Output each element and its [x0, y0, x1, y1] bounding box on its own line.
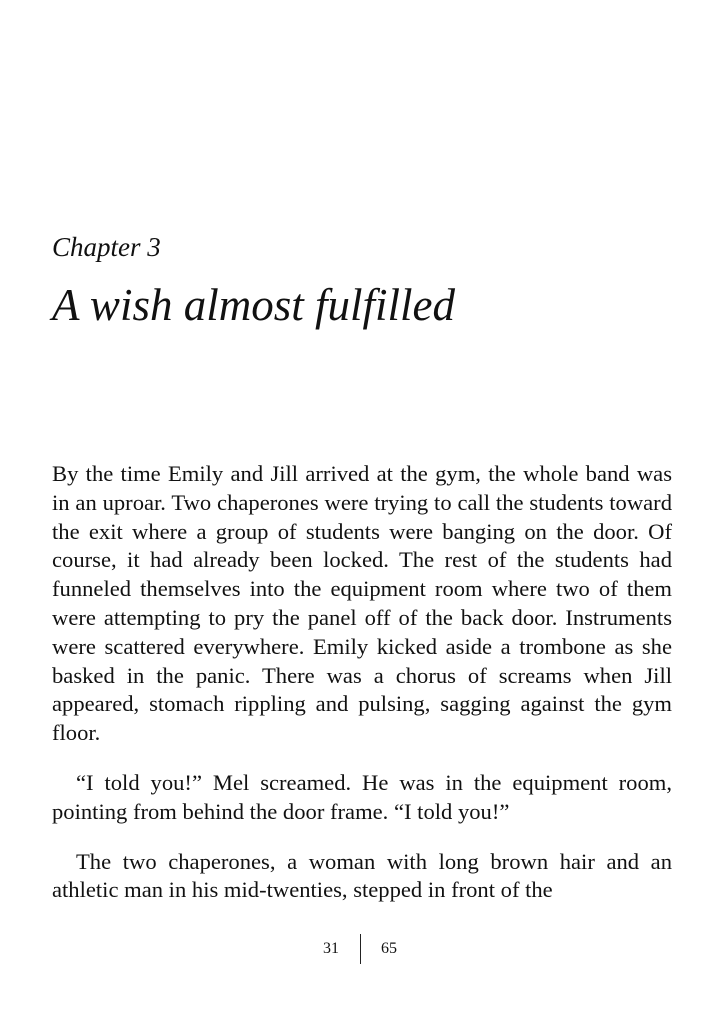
paragraph-2: “I told you!” Mel screamed. He was in the equipment room, pointing from behind the door frame. “I told you!”	[52, 769, 672, 824]
chapter-title: A wish almost fulfilled	[52, 280, 455, 330]
page-footer	[0, 932, 721, 966]
paragraph-3: The two chaperones, a woman with long brown hair and an athletic man in his mid-twenties, stepped in front of the	[52, 848, 672, 903]
footer-divider	[360, 934, 361, 964]
paragraph-1: By the time Emily and Jill arrived at the gym, the whole band was in an uproar. Two chaperones were trying to call the students toward the exit where a group of students were banging on the door. Of course, it had already been locked. The rest of the students had funneled themselves into the equipment room where two of them were attempting to pry the panel off of the back door. Instruments were scattered everywhere. Emily kicked aside a trombone as she basked in the panic. There was a chorus of screams when Jill appeared, stomach rippling and pulsing, sagging against the gym floor.	[52, 461, 672, 746]
chapter-label: Chapter 3	[52, 232, 161, 262]
page-number: 31	[323, 940, 339, 957]
total-pages: 65	[381, 940, 397, 957]
chapter-body	[52, 460, 672, 926]
